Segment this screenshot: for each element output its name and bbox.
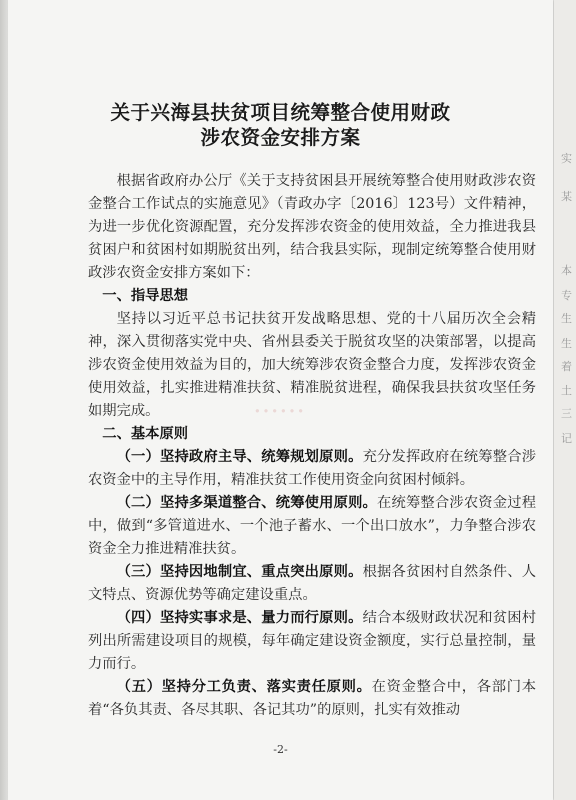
document-body — [88, 170, 536, 722]
bleed-char: 记 — [561, 432, 572, 445]
principle-paragraph-2: （二）坚持多渠道整合、统筹使用原则。在统筹整合涉农资金过程中，做到“多管道进水、一个池子蓄水、一个出口放水”，力争整合涉农资金全力推进精准扶贫。 — [88, 495, 537, 557]
principle-paragraph-1: （一）坚持政府主导、统筹规划原则。充分发挥政府在统筹整合涉农资金中的主导作用，精准扶贫工作使用资金向贫困村倾斜。 — [88, 449, 537, 488]
document-title-line1: 关于兴海县扶贫项目统筹整合使用财政 — [110, 101, 451, 124]
principle-paragraph-5: （五）坚持分工负责、落实责任原则。在资金整合中，各部门本着“各负其责、各尽其职、各记其功”的原则，扎实有效推动 — [88, 679, 537, 718]
bleed-char: 本 — [561, 264, 572, 277]
document-page — [8, 0, 553, 800]
principle-paragraph-4: （四）坚持实事求是、量力而行原则。结合本级财政状况和贫困村列出所需建设项目的规模，每年确定建设资金额度，实行总量控制，量力而行。 — [88, 610, 537, 672]
section-heading-guiding-ideology: 一、指导思想 — [102, 288, 189, 304]
bleed-char: 生 — [561, 312, 572, 325]
svg-text:……: …… — [253, 389, 305, 419]
section-heading-basic-principles: 二、基本原则 — [102, 426, 189, 442]
bleed-char: 某 — [561, 190, 572, 203]
guiding-ideology-paragraph: 坚持以习近平总书记扶贫开发战略思想、党的十八届历次全会精神，深入贯彻落实党中央、省州县委关于脱贫攻坚的决策部署，以提高涉农资金使用效益为目的，加大统筹涉农资金整合力度，发挥涉农资金使用效益，扎实推进精准扶贫、精准脱贫进程，确保我县扶贫攻坚任务如期完成。 — [88, 311, 536, 419]
intro-paragraph: 根据省政府办公厅《关于支持贫困县开展统筹整合使用财政涉农资金整合工作试点的实施意见》（青政办字〔2016〕123号）文件精神，为进一步优化资源配置，充分发挥涉农资金的使用效益，全力推进我县贫困户和贫困村如期脱贫出列，结合我县实际，现制定统筹整合使用财政涉农资金安排方案如下： — [88, 173, 536, 281]
bleed-char: 专 — [561, 289, 572, 302]
document-title-line2: 涉农资金安排方案 — [200, 126, 361, 149]
bleed-char: 着 — [561, 360, 572, 373]
page-number: -2- — [273, 743, 288, 756]
bleed-char: 三 — [561, 407, 572, 420]
bleed-char: 生 — [561, 337, 572, 350]
bleed-char: 实 — [561, 152, 572, 165]
principle-paragraph-3: （三）坚持因地制宜、重点突出原则。根据各贫困村自然条件、人文特点、资源优势等确定建设重点。 — [88, 564, 537, 603]
bleed-char: 土 — [561, 384, 572, 397]
adjacent-page-edge — [554, 0, 576, 800]
